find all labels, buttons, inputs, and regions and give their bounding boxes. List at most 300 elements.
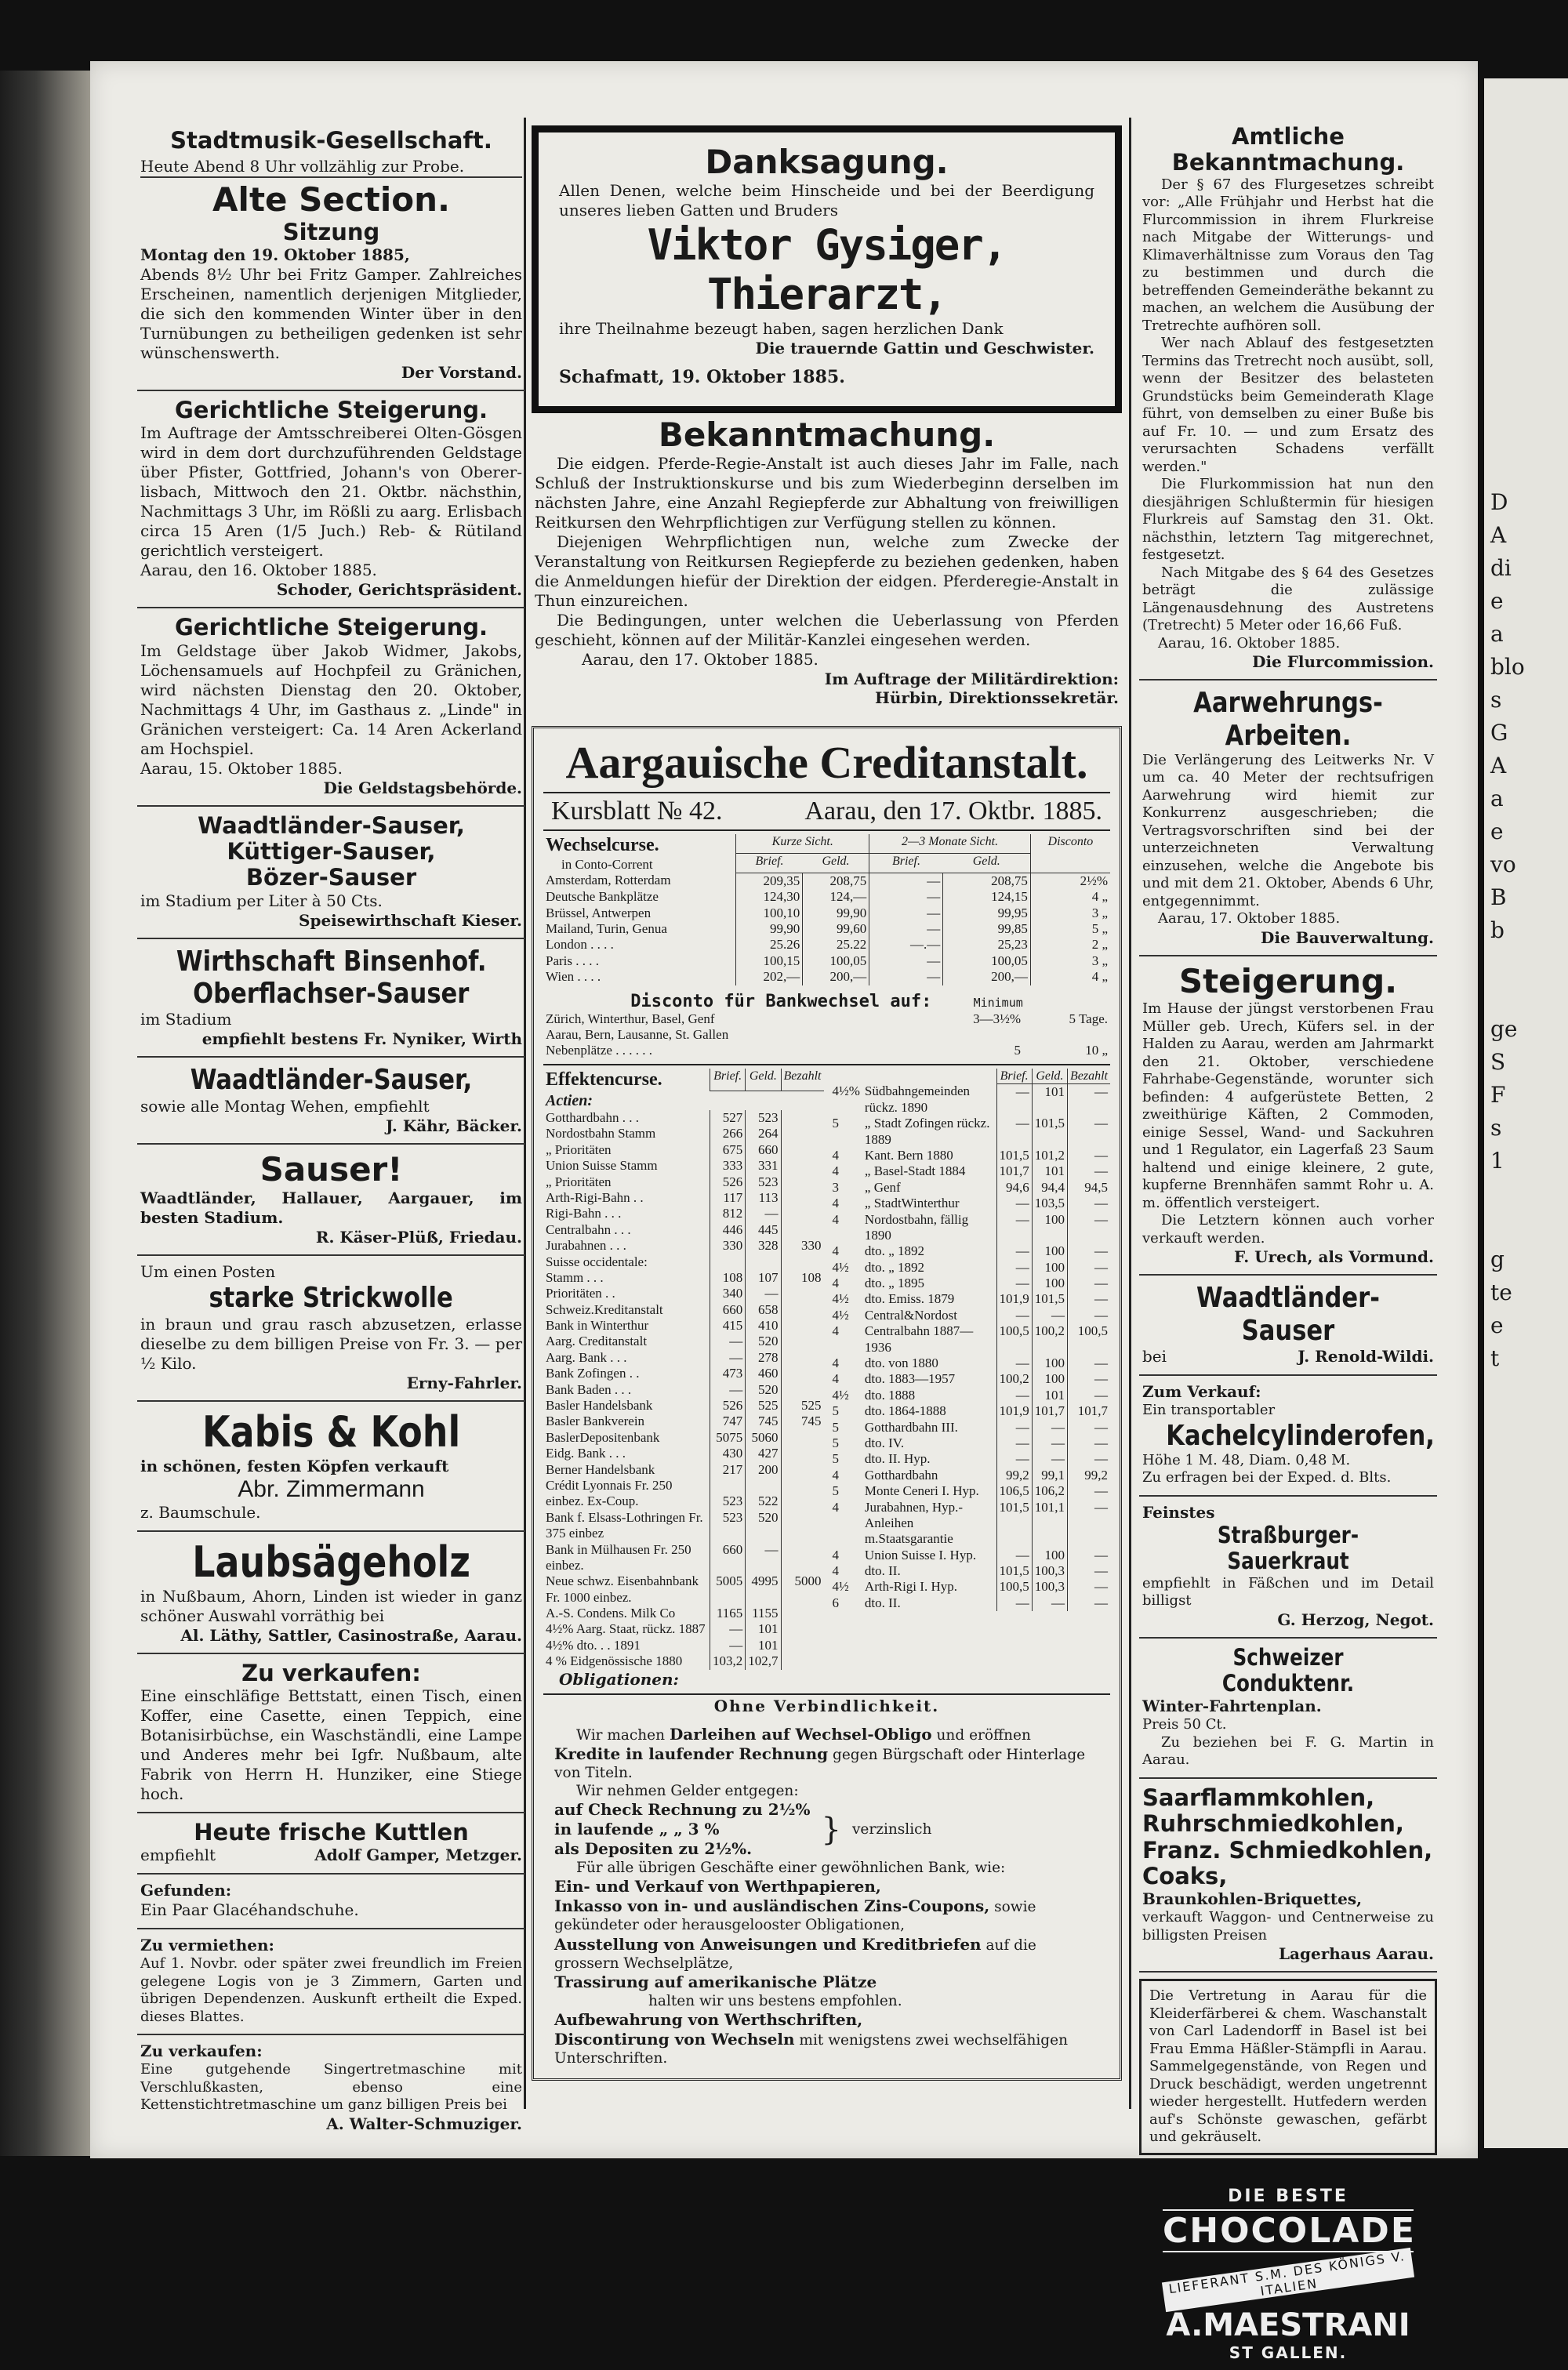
effekten-name: Bank Zofingen . . [546, 1366, 640, 1381]
effekten-value: 200 [746, 1462, 781, 1478]
obligation-value: 100,5 [996, 1323, 1032, 1356]
obligation-rate: 4 [832, 1467, 839, 1483]
effekten-name: Bank in Winterthur [546, 1318, 649, 1334]
obligation-name: dto. II. Hyp. [864, 1451, 931, 1467]
obligation-value: 106,2 [1032, 1483, 1067, 1499]
effekten-row [543, 1238, 824, 1254]
obligation-value: 101,5 [996, 1500, 1032, 1548]
effekten-row [543, 1110, 824, 1126]
obligation-value: 101,1 [1032, 1500, 1067, 1548]
obligation-name: dto. II. [864, 1563, 901, 1579]
ad-kuttlen [137, 1813, 525, 1875]
bank-text-bold: in laufende „ „ 3 % [554, 1820, 720, 1839]
ad-body: empfiehlt in Fäßchen und im Detail billigst [1142, 1574, 1434, 1610]
facing-page-text: vo [1490, 851, 1516, 877]
ad-title: Laubsägeholz [192, 1537, 470, 1587]
effekten-value: 527 [710, 1110, 746, 1126]
bank-text: Für alle übrigen Geschäfte einer gewöhnlichen Bank, wie: [576, 1860, 1006, 1877]
effekten-row [543, 1206, 824, 1221]
obligation-row [830, 1548, 1111, 1563]
wechsel-place: Wien . . . . [546, 969, 601, 985]
deceased-name: Viktor Gysiger, Thierarzt, [647, 220, 1007, 320]
ad-title: Gerichtliche Steigerung. [174, 614, 488, 641]
obligation-rate: 4 [832, 1547, 839, 1562]
obligation-value: 100,2 [1032, 1323, 1067, 1356]
ad-title: Zu verkaufen: [241, 1659, 421, 1686]
obligation-value: 103,5 [1032, 1196, 1067, 1211]
effekten-name: Berner Handelsbank [546, 1461, 655, 1477]
effekten-name: Neue schwz. Eisenbahnbank Fr. 1000 einbez. [546, 1573, 699, 1605]
obligation-name: dto. Emiss. 1879 [864, 1291, 955, 1307]
wechsel-value: 2 „ [1030, 937, 1110, 953]
obligation-value: — [1032, 1420, 1067, 1435]
obligation-row [830, 1388, 1111, 1403]
ad-sauser-kaehr [137, 1058, 525, 1144]
wechsel-value: 99,90 [803, 906, 869, 921]
ad-name: Abr. Zimmermann [238, 1475, 425, 1502]
obligation-row [830, 1212, 1111, 1244]
effekten-value: 330 [781, 1238, 824, 1254]
effekten-value [781, 1510, 824, 1542]
effekten-value: 333 [710, 1158, 746, 1174]
facing-page-text: F [1490, 1082, 1506, 1108]
effekten-value [781, 1110, 824, 1126]
obligation-name: Jurabahnen, Hyp.-Anleihen m.Staatsgarantie [864, 1499, 964, 1547]
obligation-rate: 4½ [832, 1307, 849, 1323]
obligation-name: „ Genf [864, 1179, 901, 1195]
obligation-value: — [1068, 1579, 1111, 1595]
effekten-value: 660 [710, 1542, 746, 1574]
ad-title: Bekanntmachung. [658, 415, 996, 454]
obligation-value: — [996, 1083, 1032, 1116]
obligation-rate: 5 [832, 1116, 839, 1131]
effekten-value: — [746, 1542, 781, 1574]
ad-kachelofen [1139, 1376, 1437, 1497]
ad-title: Aarwehrungs-Arbeiten. [1193, 687, 1383, 752]
bank-title: Aargauische Creditanstalt. [565, 737, 1088, 789]
obligation-rate: 5 [832, 1435, 839, 1450]
obligation-value: — [1068, 1563, 1111, 1579]
obligation-name: „ StadtWinterthur [864, 1196, 960, 1211]
wechsel-place: London . . . . [546, 937, 614, 953]
obligation-rate: 4 [832, 1563, 839, 1579]
facing-page-text [1484, 1441, 1568, 1474]
disconto-minimum: 10 „ [1085, 1043, 1108, 1058]
wechsel-value: — [869, 873, 943, 889]
wechsel-value: 200,— [803, 969, 869, 985]
effekten-value: 217 [710, 1462, 746, 1478]
disconto-row [543, 1027, 1110, 1043]
effekten-name: Gotthardbahn . . . [546, 1109, 639, 1125]
effekten-row [543, 1270, 824, 1286]
effekten-value: 520 [746, 1334, 781, 1349]
bank-text: Wir nehmen Gelder entgegen: [576, 1783, 799, 1800]
obligation-row [830, 1308, 1111, 1323]
effekten-value: 278 [746, 1350, 781, 1366]
obligation-row [830, 1500, 1111, 1548]
effekten-value: 658 [746, 1302, 781, 1318]
ad-signature: G. Herzog, Negot. [1277, 1610, 1434, 1629]
facing-page-text: t [1490, 1345, 1500, 1371]
wechsel-value: 202,— [736, 969, 803, 985]
wechsel-value: 2½% [1030, 873, 1110, 889]
effekten-value [781, 1542, 824, 1574]
ad-place: Schafmatt, 19. Oktober 1885. [559, 367, 845, 388]
effekten-value [781, 1493, 824, 1509]
obligation-value: — [996, 1420, 1032, 1435]
wechsel-value: 4 „ [1030, 889, 1110, 905]
facing-page-text: B [1490, 884, 1507, 910]
ad-body: Auf 1. Novbr. oder später zwei freundlich im Freien gelegene Logis von je 3 Zimmern, Garten und übrigen Dependenzen. Auskunft ertheilt die Exped. dieses Blattes. [140, 1955, 522, 2025]
obligation-value: 94,4 [1032, 1180, 1067, 1196]
effekten-row [543, 1286, 824, 1301]
col-geld: Geld. [803, 853, 869, 873]
effekten-value [781, 1382, 824, 1398]
obligation-value: — [1068, 1308, 1111, 1323]
obligation-name: dto. „ 1892 [864, 1259, 924, 1275]
effekten-value [781, 1478, 824, 1493]
facing-page-text [1484, 1178, 1568, 1210]
effekten-row [543, 1222, 824, 1238]
obligation-value: — [1068, 1483, 1111, 1499]
disconto-title [543, 992, 1110, 1011]
choc-maker: A.MAESTRANI [1166, 2306, 1410, 2343]
wechsel-place: Mailand, Turin, Genua [546, 920, 667, 936]
ad-strickwolle [137, 1256, 525, 1401]
ad-line: Saarflammkohlen, [1142, 1784, 1375, 1811]
facing-page-text: blo [1490, 654, 1525, 680]
facing-page-text: a [1490, 786, 1504, 811]
ad-signature: Die trauernde Gattin und Geschwister. [755, 339, 1094, 358]
effekten-value [781, 1462, 824, 1478]
obligation-value: — [996, 1388, 1032, 1403]
book-binding [0, 71, 90, 2156]
aktien-label: Actien: [546, 1091, 593, 1109]
disconto-minimum: 5 Tage. [1069, 1011, 1108, 1026]
effekten-name: Aarg. Bank . . . [546, 1349, 627, 1365]
ad-body: Waadtländer, Hallauer, Aargauer, im besten Stadium. [140, 1189, 522, 1228]
effekten-value: 523 [746, 1174, 781, 1190]
obligation-rate: 4 [832, 1323, 839, 1339]
ad-vermiethen [137, 1929, 525, 2035]
ad-signature: Schoder, Gerichtspräsident. [276, 580, 522, 600]
effekten-name: Stamm . . . [546, 1269, 604, 1285]
ad-kohlen [1139, 1779, 1437, 1973]
ad-title: Zu vermiethen: [140, 1936, 274, 1955]
obligation-name: Nordostbahn, fällig 1890 [864, 1211, 969, 1243]
ad-signature: Die Geldstagsbehörde. [323, 778, 522, 797]
ad-subtitle: Oberflachser-Sauser [193, 978, 470, 1011]
ad-amtliche-bekanntmachung [1139, 118, 1437, 681]
ad-line: Waadtländer-Sauser, [198, 811, 465, 839]
ad-aarwehrung [1139, 681, 1437, 956]
ad-title: Kabis & Kohl [201, 1406, 461, 1457]
choc-top: DIE BESTE [1228, 2186, 1348, 2206]
ad-intro: Zum Verkauf: [1142, 1382, 1261, 1402]
wechsel-value: 3 „ [1030, 906, 1110, 921]
ad-signature: Zu erfragen bei der Exped. d. Blts. [1142, 1469, 1392, 1486]
effekten-value [781, 1653, 824, 1669]
effekten-value: 523 [710, 1493, 746, 1509]
disconto-table [543, 1011, 1110, 1059]
effekten-value: 328 [746, 1238, 781, 1254]
ad-stadtmusik [137, 122, 525, 391]
ad-title: Heute frische Kuttlen [194, 1819, 469, 1846]
wechsel-value: 100,05 [803, 953, 869, 969]
obligation-rate: 5 [832, 1483, 839, 1499]
ad-body: verkauft Waggon- und Centnerweise zu billigsten Preisen [1142, 1909, 1434, 1944]
bank-text: und eröffnen [936, 1726, 1031, 1744]
effekten-name: 4 % Eidgenössische 1880 [546, 1653, 683, 1669]
obligation-rate: 4 [832, 1211, 839, 1227]
facing-page-text: ge [1490, 1016, 1518, 1042]
effekten-value [781, 1318, 824, 1334]
obligation-value: — [1068, 1371, 1111, 1387]
ad-body: bei [1142, 1347, 1167, 1366]
obligation-name: dto. II. [864, 1595, 901, 1610]
ad-title: Schweizer Conduktenr. [1221, 1643, 1355, 1697]
col-bezahlt: Bezahlt [781, 1069, 824, 1091]
ad-line: Braunkohlen-Briquettes, [1142, 1889, 1363, 1909]
effekten-name: Bank Baden . . . [546, 1381, 632, 1397]
effekten-row [543, 1653, 824, 1669]
effekten-row [543, 1398, 824, 1414]
col-geld: Geld. [943, 853, 1031, 873]
ad-date: Aarau, 16. Oktober 1885. [1158, 634, 1341, 651]
obligation-value: 100 [1032, 1243, 1067, 1259]
obligation-value: 101,5 [996, 1148, 1032, 1163]
ad-body: im Stadium per Liter à 50 Cts. [140, 891, 383, 910]
obligation-value: 101,9 [996, 1291, 1032, 1307]
effekten-value: 430 [710, 1446, 746, 1461]
ad-body: Die Verlängerung des Leitwerks Nr. V um ca. 40 Meter der rechtsufrigen Aarwehrung wird hiemit zur Konkurrenz ausgeschrieben; die Vertragsvorschriften sind bei der unterzeichneten Verwaltung einzusehen, welche die Angebote bis und mit dem 21. Oktober, Abends 6 Uhr, entgegennimmt. [1142, 751, 1434, 909]
obligation-value: 101,5 [1032, 1291, 1067, 1307]
obligation-rate: 4½% [832, 1083, 860, 1099]
obligation-rate: 4 [832, 1371, 839, 1387]
obligation-name: Gotthardbahn III. [864, 1419, 958, 1435]
obligation-name: dto. von 1880 [864, 1356, 938, 1371]
effekten-name: Eidg. Bank . . . [546, 1446, 626, 1461]
wechsel-place: Brüssel, Antwerpen [546, 905, 652, 920]
effekten-value: — [710, 1382, 746, 1398]
ad-title: Kachelcylinderofen, [1166, 1419, 1435, 1452]
obligation-value: — [1068, 1500, 1111, 1548]
effekten-value: 415 [710, 1318, 746, 1334]
obligation-value: 100,3 [1032, 1563, 1067, 1579]
effekten-value: — [710, 1638, 746, 1653]
obligation-rate: 5 [832, 1419, 839, 1435]
obligation-name: „ Stadt Zofingen rückz. 1889 [864, 1116, 990, 1147]
obligation-value: — [996, 1276, 1032, 1291]
ad-line: Franz. Schmiedkohlen, [1142, 1836, 1433, 1864]
bank-services: Wir machen Darleihen auf Wechsel-Obligo und eröffnen Kredite in laufender Rechnung gegen Bürgschaft oder Hinterlage von Titeln. Wir nehmen Gelder entgegen: auf Check Rechnung zu 2½% in laufende „ „ 3 % als Depositen zu 2½%. } verzinslich Für alle übrigen Geschäfte einer gewöhnlichen Bank, wie: Ein- und Verkauf von Werthpapieren, Inkasso von in- und ausländischen Zins-Coupons, sowie gekündeter oder herausgelooster Obligationen, Ausstellung von Anweisungen und Kreditbriefen auf die grossern Wechselplätze, Trassirung auf amerikanische Plätze halten wir uns bestens empfohlen. Aufbewahrung von Werthschriften, Discontirung von Wechseln mit wenigstens zwei wechselfähigen Unterschriften. [543, 1725, 1110, 2068]
effekten-value [781, 1430, 824, 1446]
effekten-name: Aarg. Creditanstalt [546, 1334, 648, 1349]
obligation-name: dto. „ 1892 [864, 1243, 924, 1259]
effekten-value: 660 [710, 1302, 746, 1318]
ad-body: Im Hause der jüngst verstorbenen Frau Müller geb. Urech, Küfers sel. in der Halden zu Aarau, werden am Jahrmarkt den 21. Oktober, verschiedene Fahrhabe-Gegenstände, worunter sich befinden: 4 aufgerüstete Betten, 2 zweithürige Käften, 2 Commoden, einige Sessel, Wand- und Sackuhren und 1 Regulator, ein Lagerfaß 23 Saum haltend und einige kleinere, 2 gute, kupferne Brennhäfen sammt Rohr u. A. m. öffentlich versteigert. [1142, 1000, 1434, 1211]
column-2 [532, 118, 1122, 2081]
obligation-value: — [996, 1212, 1032, 1244]
effekten-value: 4995 [746, 1573, 781, 1606]
obligation-name: dto. 1864-1888 [864, 1403, 946, 1419]
choc-city: ST GALLEN. [1229, 2343, 1348, 2362]
ad-zu-verkaufen-2 [137, 2035, 525, 2141]
effekten-name: Basler Handelsbank [546, 1398, 653, 1414]
obligation-value: 101,9 [996, 1403, 1032, 1419]
effekten-name: Bank in Mülhausen Fr. 250 einbez. [546, 1541, 691, 1573]
obligation-row [830, 1483, 1111, 1499]
wechsel-value: 3 „ [1030, 953, 1110, 969]
obligation-rate: 5 [832, 1451, 839, 1467]
ad-line: Coaks, [1142, 1862, 1228, 1889]
obligation-row [830, 1083, 1111, 1116]
obligation-value: — [1068, 1595, 1111, 1611]
ad-chocolade [1158, 2179, 1418, 2370]
facing-page-text: 1 [1490, 1148, 1504, 1174]
col-brief: Brief. [869, 853, 943, 873]
bank-text-bold: Darleihen auf Wechsel-Obligo [669, 1724, 932, 1744]
facing-page-text: e [1490, 588, 1504, 614]
effekten-value: 103,2 [710, 1653, 746, 1669]
effekten-value [781, 1158, 824, 1174]
obligation-rate: 5 [832, 1403, 839, 1419]
obligation-name: Union Suisse I. Hyp. [864, 1547, 977, 1562]
effekten-row [543, 1446, 824, 1461]
obligation-value: 101 [1032, 1083, 1067, 1116]
facing-page-text: b [1490, 917, 1504, 943]
effekten-row [543, 1414, 824, 1429]
wechsel-value: 124,15 [943, 889, 1031, 905]
ad-title: Waadtländer-Sauser [1196, 1282, 1380, 1347]
effekten-name: Prioritäten . . [546, 1286, 615, 1301]
ad-signature: Speisewirthschaft Kieser. [299, 910, 522, 930]
effekten-name: 4½% dto. . . 1891 [546, 1637, 641, 1653]
obligation-value: — [996, 1116, 1032, 1148]
ad-signature: J. Kähr, Bäcker. [385, 1116, 522, 1135]
ad-sauser-renold [1139, 1276, 1437, 1376]
obligation-row [830, 1420, 1111, 1435]
ad-signature: F. Urech, als Vormund. [1234, 1247, 1434, 1267]
effekten-row [543, 1462, 824, 1478]
column-rule-right [1129, 118, 1131, 2109]
effekten-name: einbez. Ex-Coup. [546, 1493, 639, 1509]
effekten-value [781, 1638, 824, 1653]
wechsel-value: 208,75 [943, 873, 1031, 889]
facing-page-text: S [1490, 1049, 1506, 1075]
ad-date: Aarau, den 17. Oktober 1885. [582, 650, 818, 670]
facing-page-text: D [1490, 489, 1508, 515]
wechsel-value: — [869, 953, 943, 969]
obligation-value: 101,7 [1068, 1403, 1111, 1419]
obligation-value: — [1032, 1595, 1067, 1611]
disconto-rate [918, 1027, 1023, 1043]
obligation-row [830, 1180, 1111, 1196]
ad-danksagung [532, 125, 1122, 413]
disconto-row [543, 1011, 1110, 1027]
ad-sauser-kaeser [137, 1145, 525, 1256]
effekten-value [781, 1126, 824, 1141]
ad-title: Sauser! [260, 1149, 403, 1189]
column-3 [1139, 118, 1437, 2370]
effekten-name: Crédit Lyonnais Fr. 250 [546, 1477, 673, 1493]
obligation-row [830, 1291, 1111, 1307]
obligation-value: — [1068, 1420, 1111, 1435]
effekten-row [543, 1174, 824, 1190]
effekten-value: 410 [746, 1318, 781, 1334]
effekten-row [543, 1493, 824, 1509]
disconto-rate: 3—3½% [973, 1011, 1022, 1026]
effekten-value: 1165 [710, 1606, 746, 1621]
effekten-value: 523 [746, 1110, 781, 1126]
ad-paragraph: Diejenigen Wehrpflichtigen nun, welche zum Zwecke der Veranstaltung von Reitkursen Regiepferde zu beziehen gedenken, haben die Anmeldungen hiefür der Direktion der eidgen. Pferderegie-Anstalt in Thun einzureichen. [535, 532, 1119, 611]
ad-line: Bözer-Sauser [245, 864, 417, 891]
ad-kabis-kohl [137, 1402, 525, 1532]
col-bezahlt: Bezahlt [1068, 1069, 1111, 1084]
effekten-value [710, 1478, 746, 1493]
effekten-name: 4½% Aarg. Staat, rückz. 1887 [546, 1621, 706, 1637]
obligation-value: — [1068, 1356, 1111, 1371]
obligationen-label: Obligationen: [559, 1669, 679, 1689]
choc-main: CHOCOLADE [1163, 2210, 1416, 2251]
obligation-rate: 4 [832, 1356, 839, 1371]
ad-body: Eine gutgehende Singertretmaschine mit Verschlußkasten, ebenso eine Kettenstichtretmaschine um ganz billigen Preis bei [140, 2061, 522, 2114]
ad-creditanstalt [532, 726, 1122, 2081]
obligation-value: 100 [1032, 1212, 1067, 1244]
facing-page-text: e [1490, 1312, 1504, 1338]
effekten-value: 747 [710, 1414, 746, 1429]
obligation-value: — [1068, 1276, 1111, 1291]
obligation-value: 100 [1032, 1548, 1067, 1563]
ad-signature: Al. Läthy, Sattler, Casinostraße, Aarau. [180, 1625, 522, 1645]
ad-body: empfiehlt [140, 1846, 216, 1865]
ad-heading: Alte Section. [212, 180, 450, 220]
bank-text-bold: Aufbewahrung von Werthschriften, [554, 2009, 863, 2029]
ad-signature: Die Flurcommission. [1252, 652, 1434, 672]
wechsel-value: 100,15 [736, 953, 803, 969]
obligation-row [830, 1451, 1111, 1467]
obligation-name: dto. 1883—1957 [864, 1371, 956, 1387]
obligation-name: Central&Nordost [864, 1307, 957, 1323]
ad-body: in Nußbaum, Ahorn, Linden ist wieder in ganz schöner Auswahl vorräthig bei [140, 1586, 522, 1625]
effekten-value: 102,7 [746, 1653, 781, 1669]
disconto-place: Nebenplätze . . . . . . [546, 1043, 652, 1058]
effekten-value [746, 1254, 781, 1270]
effekten-value: 108 [710, 1270, 746, 1286]
obligation-value: 100,3 [1032, 1579, 1067, 1595]
ad-price: Preis 50 Ct. [1142, 1716, 1227, 1733]
effekten-value: 330 [710, 1238, 746, 1254]
effekten-title: Effektencurse. [546, 1069, 662, 1090]
effekten-value: 446 [710, 1222, 746, 1238]
ad-signature: A. Walter-Schmuziger. [326, 2114, 522, 2133]
disconto-label: Disconto für Bankwechsel auf: [630, 991, 932, 1011]
effekten-value [781, 1366, 824, 1381]
effekten-row [543, 1638, 824, 1653]
effekten-name: A.-S. Condens. Milk Co [546, 1606, 676, 1621]
ad-body: Eine einschläfige Bettstatt, einen Tisch, einen Koffer, eine Casette, einen Teppich, eine Botanisirbüchse, ein Waschständli, eine Lampe und Anderes mehr bei Igfr. Nußbaum, alte Fabrik von Herrn H. Hunziker, eine Stiege hoch. [140, 1686, 522, 1804]
obligation-row [830, 1116, 1111, 1148]
ad-signature: Der Vorstand. [401, 362, 522, 382]
wechsel-value: — [869, 969, 943, 985]
effekten-name: Nordostbahn Stamm [546, 1126, 656, 1141]
ad-body: im Stadium [140, 1010, 232, 1029]
ad-signature: Die Bauverwaltung. [1261, 927, 1434, 947]
wechsel-value: 99,90 [736, 921, 803, 937]
ad-zu-verkaufen-1 [137, 1654, 525, 1813]
facing-page-text: s [1490, 1115, 1502, 1141]
obligation-value: — [1068, 1148, 1111, 1163]
